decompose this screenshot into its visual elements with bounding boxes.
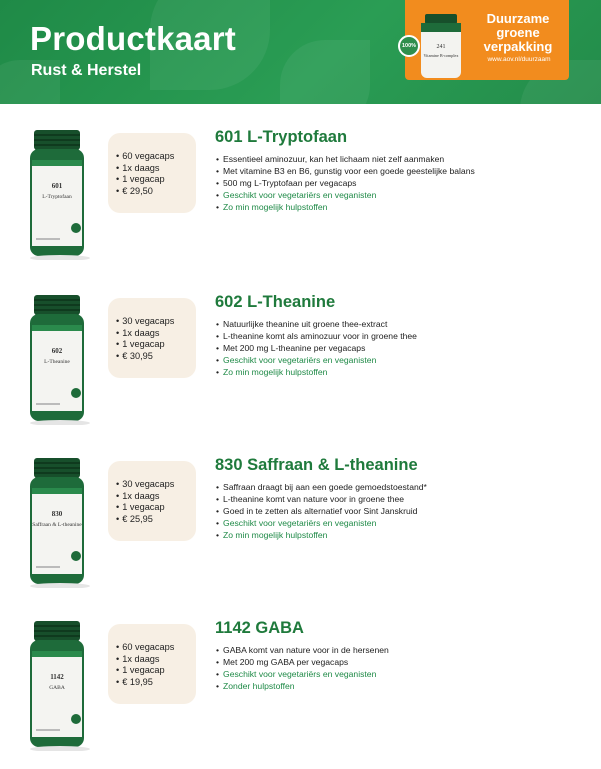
feature-item: • 500 mg L-Tryptofaan per vegacaps bbox=[216, 177, 586, 189]
info-item: • 30 vegacaps bbox=[116, 479, 174, 491]
info-item: • 1 vegacap bbox=[116, 502, 174, 514]
promo-jar-label: Vitamine B-complex bbox=[423, 53, 459, 58]
recycled-badge-icon: 100% bbox=[398, 35, 420, 57]
product-info-box bbox=[108, 624, 196, 704]
product-jar-image bbox=[22, 621, 92, 751]
product-info-list bbox=[116, 316, 174, 362]
promo-line-3: verpakking bbox=[483, 39, 553, 54]
info-item: • 30 vegacaps bbox=[116, 316, 174, 328]
feature-list bbox=[216, 481, 586, 541]
jar-number: 602 bbox=[51, 347, 63, 355]
promo-jar-image bbox=[413, 14, 469, 78]
product-info-list bbox=[116, 479, 174, 525]
promo-link[interactable]: www.aov.nl/duurzaam bbox=[487, 56, 551, 63]
feature-item: • Met 200 mg GABA per vegacaps bbox=[216, 656, 586, 668]
feature-list bbox=[216, 644, 586, 692]
feature-item: • Zo min mogelijk hulpstoffen bbox=[216, 529, 586, 541]
page-title: Productkaart bbox=[30, 20, 236, 57]
product-title: 601 L-Tryptofaan bbox=[215, 128, 348, 146]
info-item: • 1x daags bbox=[116, 654, 174, 666]
feature-list bbox=[216, 153, 586, 213]
info-item: • € 19,95 bbox=[116, 677, 174, 689]
info-item: • 1 vegacap bbox=[116, 339, 174, 351]
feature-item: • Natuurlijke theanine uit groene thee-extract bbox=[216, 318, 586, 330]
jar-number: 601 bbox=[51, 182, 63, 190]
info-item: • 1 vegacap bbox=[116, 665, 174, 677]
info-item: • € 30,95 bbox=[116, 351, 174, 363]
product-info-box bbox=[108, 133, 196, 213]
feature-item: • Essentieel aminozuur, kan het lichaam niet zelf aanmaken bbox=[216, 153, 586, 165]
leaf-decoration bbox=[280, 40, 370, 104]
feature-item: • Geschikt voor vegetariërs en veganisten bbox=[216, 189, 586, 201]
info-item: • 1x daags bbox=[116, 163, 174, 175]
info-item: • 1x daags bbox=[116, 491, 174, 503]
info-item: • 60 vegacaps bbox=[116, 642, 174, 654]
feature-item: • GABA komt van nature voor in de hersenen bbox=[216, 644, 586, 656]
product-title: 602 L-Theanine bbox=[215, 293, 336, 311]
feature-item: • Met vitamine B3 en B6, gunstig voor een goede geestelijke balans bbox=[216, 165, 586, 177]
product-jar-image bbox=[22, 458, 92, 588]
info-item: • € 29,50 bbox=[116, 186, 174, 198]
product-info-list bbox=[116, 151, 174, 197]
feature-item: • Zo min mogelijk hulpstoffen bbox=[216, 201, 586, 213]
feature-item: • Saffraan draagt bij aan een goede gemoedstoestand* bbox=[216, 481, 586, 493]
jar-label: L-Tryptofaan bbox=[42, 194, 72, 200]
feature-item: • Geschikt voor vegetariërs en veganisten bbox=[216, 668, 586, 680]
feature-item: • Zonder hulpstoffen bbox=[216, 680, 586, 692]
jar-number: 830 bbox=[51, 510, 63, 518]
product-jar-image bbox=[22, 130, 92, 260]
jar-number: 1142 bbox=[50, 673, 64, 681]
promo-line-2: groene bbox=[496, 25, 540, 40]
info-item: • 60 vegacaps bbox=[116, 151, 174, 163]
feature-item: • Goed in te zetten als alternatief voor Sint Janskruid bbox=[216, 505, 586, 517]
info-item: • 1x daags bbox=[116, 328, 174, 340]
product-section bbox=[0, 619, 601, 769]
promo-jar-number: 241 bbox=[436, 44, 446, 50]
jar-label: GABA bbox=[49, 685, 65, 691]
feature-item: • Geschikt voor vegetariërs en veganisten bbox=[216, 354, 586, 366]
jar-label: L-Theanine bbox=[44, 359, 70, 365]
product-section bbox=[0, 456, 601, 606]
promo-text bbox=[470, 12, 566, 54]
info-item: • 1 vegacap bbox=[116, 174, 174, 186]
info-item: • € 25,95 bbox=[116, 514, 174, 526]
product-info-box bbox=[108, 461, 196, 541]
feature-list bbox=[216, 318, 586, 378]
product-title: 830 Saffraan & L-theanine bbox=[215, 456, 418, 474]
promo-line-1: Duurzame bbox=[486, 11, 550, 26]
feature-item: • L-theanine komt van nature voor in groene thee bbox=[216, 493, 586, 505]
product-section bbox=[0, 128, 601, 278]
page-subtitle: Rust & Herstel bbox=[31, 62, 142, 79]
product-jar-image bbox=[22, 295, 92, 425]
product-info-box bbox=[108, 298, 196, 378]
feature-item: • Geschikt voor vegetariërs en veganisten bbox=[216, 517, 586, 529]
product-title: 1142 GABA bbox=[215, 619, 304, 637]
product-section bbox=[0, 293, 601, 443]
feature-item: • L-theanine komt als aminozuur voor in groene thee bbox=[216, 330, 586, 342]
jar-label: Saffraan & L-theanine bbox=[32, 522, 82, 528]
feature-item: • Zo min mogelijk hulpstoffen bbox=[216, 366, 586, 378]
product-info-list bbox=[116, 642, 174, 688]
feature-item: • Met 200 mg L-theanine per vegacaps bbox=[216, 342, 586, 354]
